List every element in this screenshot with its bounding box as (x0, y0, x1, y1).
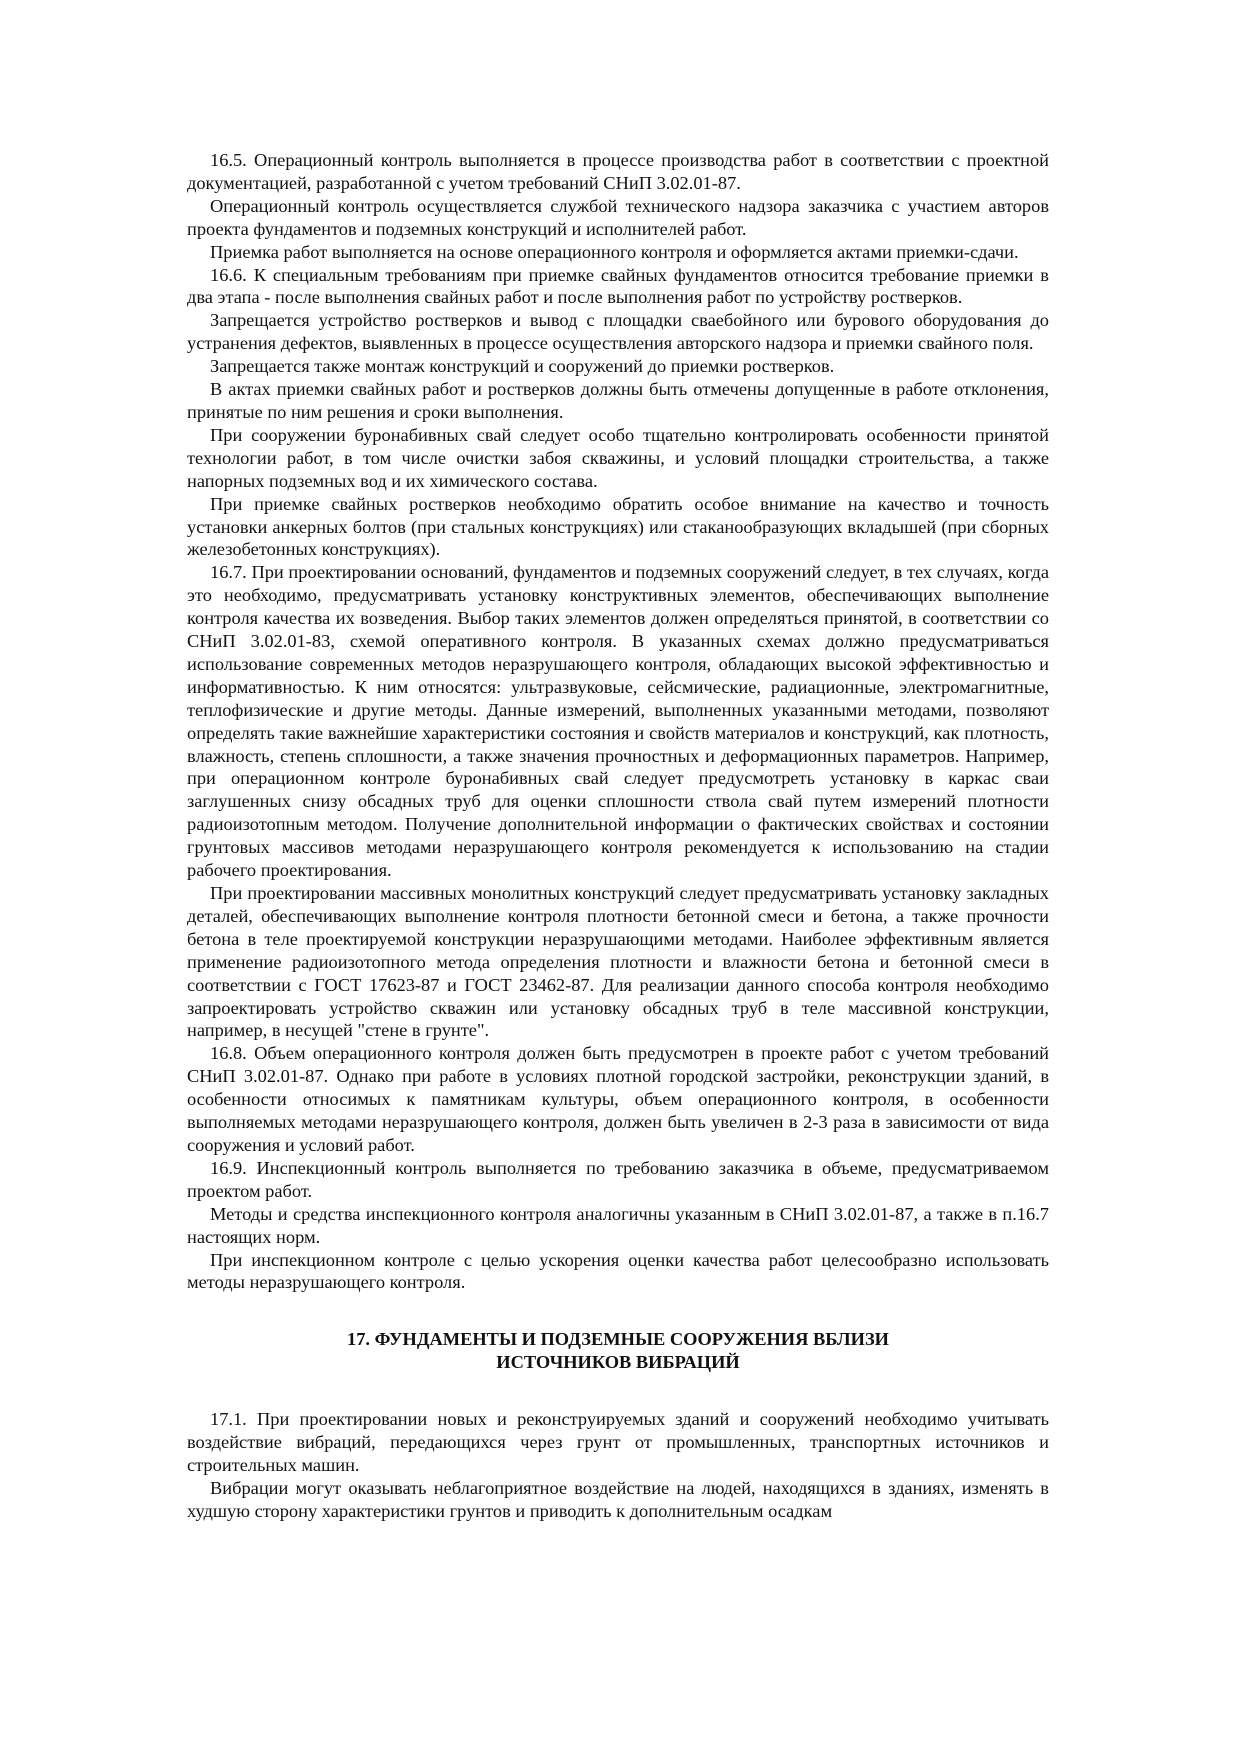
paragraph-grillage-prohibition: Запрещается устройство ростверков и вывод с площадки сваебойного или бурового оборудования до устранения дефектов, выявленных в процессе осуществления авторского надзора и приемки свайного поля. (187, 310, 1049, 354)
paragraph-16-8: 16.8. Объем операционного контроля должен быть предусмотрен в проекте работ с учетом требований СНиП 3.02.01-87. Однако при работе в условиях плотной городской застройки, реконструкции зданий, в особенности относимых к памятникам культуры, объем операционного контроля, в особенности выполняемых методами неразрушающего контроля, должен быть увеличен в 2-3 раза в зависимости от вида сооружения и условий работ. (187, 1043, 1049, 1155)
document-page (187, 149, 1049, 1523)
paragraph-16-9: 16.9. Инспекционный контроль выполняется по требованию заказчика в объеме, предусматриваемом проектом работ. (187, 1157, 1049, 1201)
paragraph-16-7: 16.7. При проектировании оснований, фундаментов и подземных сооружений следует, в тех случаях, когда это необходимо, предусматривать установку конструктивных элементов, обеспечивающих выполнение контроля качества их возведения. Выбор таких элементов должен определяться принятой, в соответствии со СНиП 3.02.01-83, схемой оперативного контроля. В указанных схемах должно предусматриваться использование современных методов неразрушающего контроля, обладающих высокой эффективностью и информативностью. К ним относятся: ультразвуковые, сейсмические, радиационные, электромагнитные, теплофизические и другие методы. Данные измерений, выполненных указанными методами, позволяют определять такие важнейшие характеристики состояния и свойств материалов и конструкций, как плотность, влажность, степень сплошности, а также значения прочностных и деформационных параметров. Например, при операционном контроле буронабивных свай следует предусмотреть установку в каркас сваи заглушенных снизу обсадных труб для оценки сплошности ствола свай путем измерений плотности радиоизотопным методом. Получение дополнительной информации о фактических свойствах и состоянии грунтовых массивов методами неразрушающего контроля рекомендуется к использованию на стадии рабочего проектирования. (187, 562, 1049, 881)
paragraph-anchor-bolts: При приемке свайных ростверков необходимо обратить особое внимание на качество и точность установки анкерных болтов (при стальных конструкциях) или стаканообразующих вкладышей (при сборных железобетонных конструкциях). (187, 493, 1049, 560)
paragraph-mounting-prohibition: Запрещается также монтаж конструкций и сооружений до приемки ростверков. (210, 356, 835, 377)
paragraph-monolithic-structures: При проектировании массивных монолитных конструкций следует предусматривать установку закладных деталей, обеспечивающих выполнение контроля плотности бетонной смеси и бетона, а также прочности бетона в теле проектируемой конструкции неразрушающими методами. Наиболее эффективным является применение радиоизотопного метода определения плотности и влажности бетона и бетонной смеси в соответствии с ГОСТ 17623-87 и ГОСТ 23462-87. Для реализации данного способа контроля необходимо запроектировать устройство скважин или установку обсадных труб в теле массивной конструкции, например, в несущей "стене в грунте". (187, 883, 1049, 1041)
section-17-heading-line-2: ИСТОЧНИКОВ ВИБРАЦИЙ (496, 1352, 740, 1373)
paragraph-vibration-effects: Вибрации могут оказывать неблагоприятное воздействие на людей, находящихся в зданиях, изменять в худшую сторону характеристики грунтов и приводить к дополнительным осадкам (187, 1477, 1049, 1521)
paragraph-operational-control-service: Операционный контроль осуществляется службой технического надзора заказчика с участием авторов проекта фундаментов и подземных конструкций и исполнителей работ. (187, 195, 1049, 239)
section-17-heading (187, 1328, 1049, 1374)
section-17-body (187, 1408, 1049, 1523)
paragraph-acceptance-acts: Приемка работ выполняется на основе операционного контроля и оформляется актами приемки-сдачи. (210, 241, 1019, 262)
paragraph-16-5: 16.5. Операционный контроль выполняется в процессе производства работ в соответствии с проектной документацией, разработанной с учетом требований СНиП 3.02.01-87. (187, 150, 1049, 193)
paragraph-inspection-methods: Методы и средства инспекционного контроля аналогичны указанным в СНиП 3.02.01-87, а также в п.16.7 настоящих норм. (187, 1203, 1049, 1247)
paragraph-nondestructive-control: При инспекционном контроле с целью ускорения оценки качества работ целесообразно использовать методы неразрушающего контроля. (187, 1249, 1049, 1293)
section-17-heading-line-1: 17. ФУНДАМЕНТЫ И ПОДЗЕМНЫЕ СООРУЖЕНИЯ ВБЛИЗИ (347, 1329, 889, 1350)
section-16-body (187, 149, 1049, 1294)
paragraph-bored-piles: При сооружении буронабивных свай следует особо тщательно контролировать особенности принятой технологии работ, в том числе очистки забоя скважины, и условий площадки строительства, а также напорных подземных вод и их химического состава. (187, 424, 1049, 491)
paragraph-17-1: 17.1. При проектировании новых и реконструируемых зданий и сооружений необходимо учитывать воздействие вибраций, передающихся через грунт от промышленных, транспортных источников и строительных машин. (187, 1409, 1049, 1475)
paragraph-16-6: 16.6. К специальным требованиям при приемке свайных фундаментов относится требование приемки в два этапа - после выполнения свайных работ и после выполнения работ по устройству ростверков. (187, 264, 1049, 308)
paragraph-acceptance-deviations: В актах приемки свайных работ и ростверков должны быть отмечены допущенные в работе отклонения, принятые по ним решения и сроки выполнения. (187, 379, 1049, 422)
